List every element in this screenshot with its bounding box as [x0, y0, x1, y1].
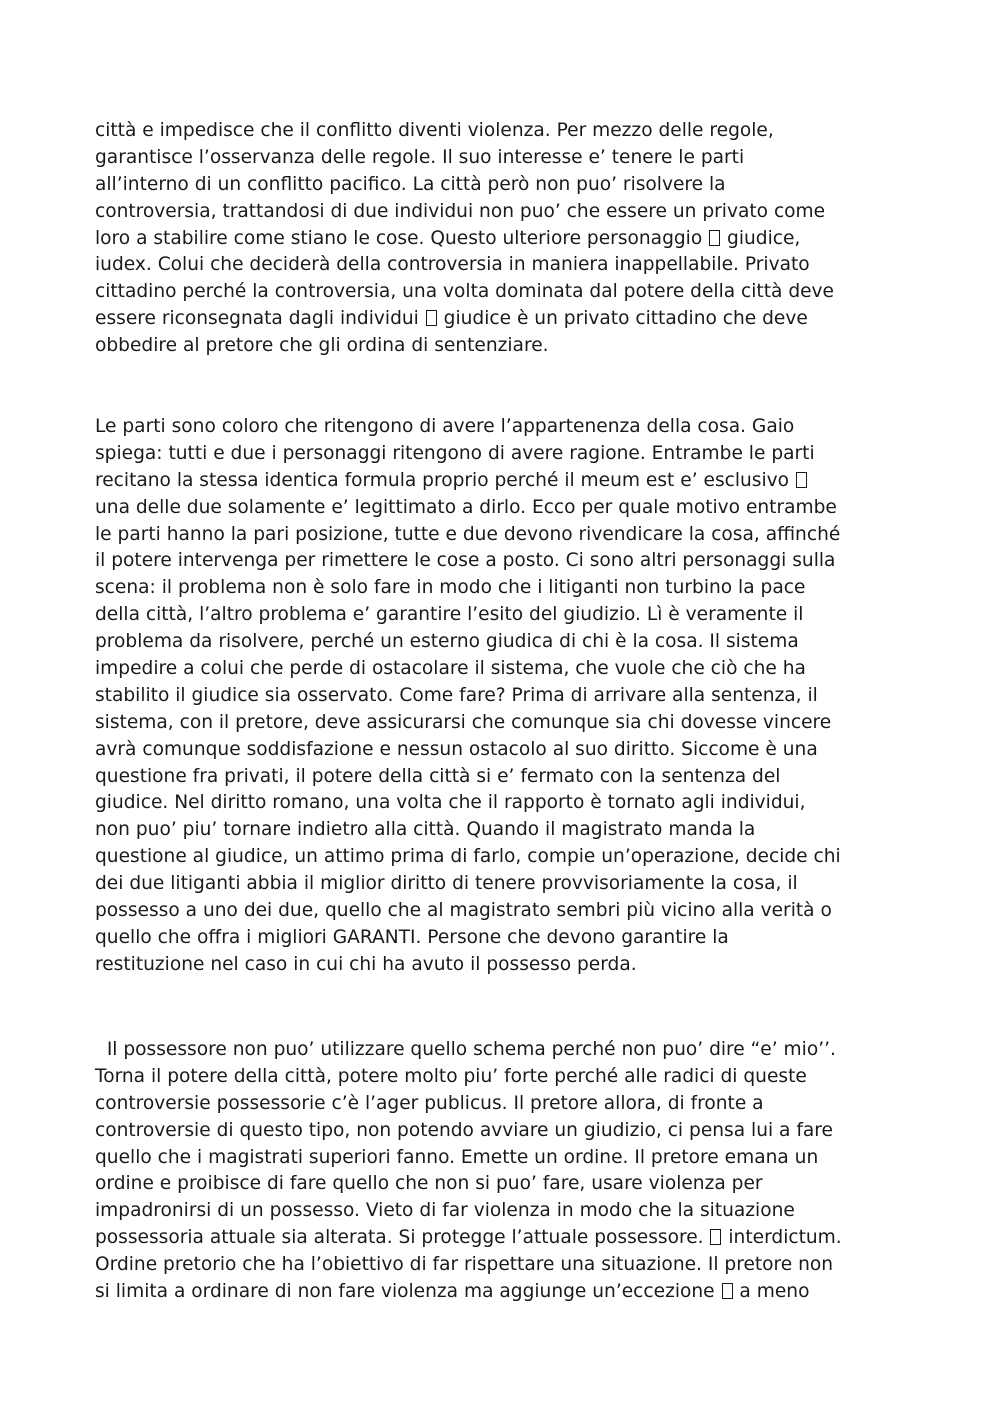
text-segment: loro a stabilire come stiano le cose. Questo ulteriore personaggio: [95, 227, 709, 249]
text-line: Torna il potere della città, potere molto piu’ forte perché alle radici di queste: [95, 1065, 807, 1087]
text-segment: essere riconsegnata dagli individui: [95, 308, 425, 330]
text-line: possesso a uno dei due, quello che al magistrato sembri più vicino alla verità o: [95, 900, 832, 922]
text-line: giudice. Nel diritto romano, una volta che il rapporto è tornato agli individui,: [95, 792, 806, 814]
text-line: [95, 1225, 925, 1252]
text-line: ordine e proibisce di fare quello che non si puo’ fare, usare violenza per: [95, 1173, 763, 1195]
text-line: quello che i magistrati superiori fanno. Emette un ordine. Il pretore emana un: [95, 1146, 819, 1168]
text-line: restituzione nel caso in cui chi ha avuto il possesso perda.: [95, 953, 637, 975]
text-line: Ordine pretorio che ha l’obiettivo di far rispettare una situazione. Il pretore non: [95, 1254, 834, 1276]
text-line: questione al giudice, un attimo prima di farlo, compie un’operazione, decide chi: [95, 846, 841, 868]
paragraph-1: [95, 118, 925, 360]
text-segment: a meno: [733, 1281, 810, 1303]
text-line: città e impedisce che il conflitto diventi violenza. Per mezzo delle regole,: [95, 120, 774, 141]
text-segment: giudice,: [721, 227, 801, 249]
missing-glyph-icon: [426, 310, 437, 326]
missing-glyph-icon: [722, 1283, 733, 1299]
paragraph-2: [95, 414, 925, 979]
text-line: problema da risolvere, perché un esterno giudica di chi è la cosa. Il sistema: [95, 631, 799, 653]
text-line: non puo’ piu’ tornare indietro alla città. Quando il magistrato manda la: [95, 819, 756, 841]
text-line: controversie di questo tipo, non potendo avviare un giudizio, ci pensa lui a fare: [95, 1119, 833, 1141]
missing-glyph-icon: [709, 230, 720, 246]
text-line: impedire a colui che perde di ostacolare il sistema, che vuole che ciò che ha: [95, 658, 806, 680]
text-segment: interdictum.: [722, 1227, 842, 1249]
text-line: scena: il problema non è solo fare in modo che i litiganti non turbino la pace: [95, 577, 806, 599]
text-line: controversia, trattandosi di due individui non puo’ che essere un privato come: [95, 200, 826, 222]
text-line: iudex. Colui che deciderà della controversia in maniera inappellabile. Privato: [95, 254, 810, 276]
text-line: obbedire al pretore che gli ordina di sentenziare.: [95, 335, 549, 357]
text-segment: giudice è un privato cittadino che deve: [437, 308, 808, 330]
text-line: controversie possessorie c’è l’ager publicus. Il pretore allora, di fronte a: [95, 1092, 764, 1114]
text-segment: possessoria attuale sia alterata. Si protegge l’attuale possessore.: [95, 1227, 710, 1249]
missing-glyph-icon: [710, 1229, 721, 1245]
text-line: Il possessore non puo’ utilizzare quello schema perché non puo’ dire “e’ mio’’.: [95, 1039, 836, 1060]
text-line: quello che offra i migliori GARANTI. Persone che devono garantire la: [95, 926, 729, 948]
text-line: avrà comunque soddisfazione e nessun ostacolo al suo diritto. Siccome è una: [95, 738, 818, 760]
text-line: [95, 306, 925, 333]
text-line: impadronirsi di un possesso. Vieto di far violenza in modo che la situazione: [95, 1200, 795, 1222]
text-line: questione fra privati, il potere della città si e’ fermato con la sentenza del: [95, 765, 781, 787]
text-line: Le parti sono coloro che ritengono di avere l’appartenenza della cosa. Gaio: [95, 416, 795, 437]
text-line: una delle due solamente e’ legittimato a dirlo. Ecco per quale motivo entrambe: [95, 496, 837, 518]
text-line: della città, l’altro problema e’ garantire l’esito del giudizio. Lì è veramente il: [95, 604, 804, 626]
text-line: [95, 226, 925, 253]
text-segment: si limita a ordinare di non fare violenza ma aggiunge un’eccezione: [95, 1281, 721, 1303]
text-line: all’interno di un conflitto pacifico. La città però non puo’ risolvere la: [95, 173, 726, 195]
text-line: garantisce l’osservanza delle regole. Il suo interesse e’ tenere le parti: [95, 146, 745, 168]
paragraph-3: [95, 1037, 925, 1306]
text-line: dei due litiganti abbia il miglior diritto di tenere provvisoriamente la cosa, il: [95, 873, 798, 895]
text-line: [95, 1279, 925, 1306]
text-segment: recitano la stessa identica formula proprio perché il meum est e’ esclusivo: [95, 469, 795, 491]
text-line: le parti hanno la pari posizione, tutte e due devono rivendicare la cosa, affinché: [95, 523, 841, 545]
text-line: stabilito il giudice sia osservato. Come fare? Prima di arrivare alla sentenza, il: [95, 684, 818, 706]
missing-glyph-icon: [796, 472, 807, 488]
text-line: il potere intervenga per rimettere le cose a posto. Ci sono altri personaggi sulla: [95, 550, 836, 572]
text-line: spiega: tutti e due i personaggi ritengono di avere ragione. Entrambe le parti: [95, 442, 815, 464]
text-line: cittadino perché la controversia, una volta dominata dal potere della città deve: [95, 281, 835, 303]
text-line: [95, 468, 925, 495]
text-line: sistema, con il pretore, deve assicurarsi che comunque sia chi dovesse vincere: [95, 711, 832, 733]
